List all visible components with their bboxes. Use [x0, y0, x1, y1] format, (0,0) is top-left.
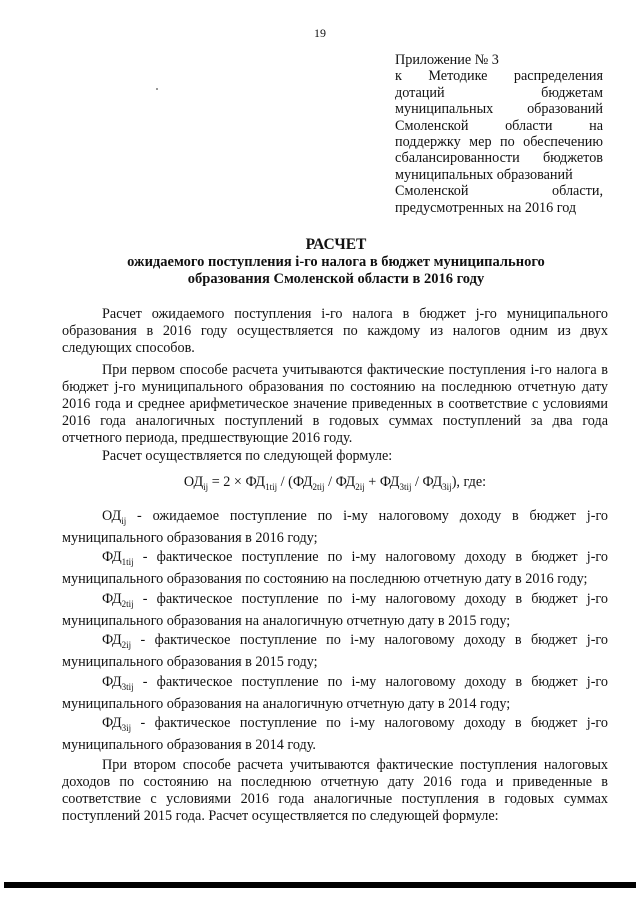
appendix-line: Смоленской области на	[395, 117, 603, 134]
document-title: РАСЧЕТ	[305, 236, 367, 253]
appendix-line: Смоленской области,	[395, 183, 603, 200]
definition-item: $ФД_{2tij}$ - фактическое поступление по i-му налоговому доходу в бюджет j-го муниципального образования на аналогичную отчетную дату в 2015 году;	[62, 590, 608, 629]
definition-item: $ФД_{3tij}$ - фактическое поступление по i-му налоговому доходу в бюджет j-го муниципального образования на аналогичную отчетную дату в 2014 году;	[62, 673, 608, 712]
paragraph: Расчет осуществляется по следующей формуле:	[102, 447, 393, 464]
scan-speck	[156, 88, 158, 90]
definition-item: $ФД_{2ij}$ - фактическое поступление по i-му налоговому доходу в бюджет j-го муниципального образования в 2015 году;	[62, 632, 608, 671]
formula: $ОД_{ij} = 2 \times ФД_{1tij} / (ФД_{2tij} / ФД_{2ij} + ФД_{3tij} / ФД_{3ij})$, где:	[183, 474, 487, 492]
definitions-list	[62, 508, 608, 828]
appendix-line: к Методике распределения	[395, 68, 603, 85]
definition-item: $ФД_{1tij}$ - фактическое поступление по i-му налоговому доходу в бюджет j-го муниципального образования по состоянию на последнюю отчетную дату в 2016 году;	[62, 549, 608, 588]
appendix-line: сбалансированности бюджетов	[395, 150, 603, 167]
appendix-line: муниципальных образований	[395, 166, 573, 183]
document-subtitle: ожидаемого поступления i-го налога в бюджет муниципального	[127, 254, 545, 270]
appendix-block	[395, 52, 603, 216]
body-text	[62, 306, 608, 465]
paragraph: При первом способе расчета учитываются фактические поступления i-го налога в бюджет j-го муниципального образования по состоянию на последнюю отчетную дату 2016 года и среднее арифметическое значение приведенных в соответствие с условиями 2016 года аналогичных поступлений в годовых суммах поступлений за два года отчетного периода, предшествующие 2016 году.	[62, 361, 608, 447]
appendix-line: дотаций бюджетам	[395, 84, 603, 101]
definition-item: $ОД_{ij}$ - ожидаемое поступление по i-му налоговому доходу в бюджет j-го муниципального образования в 2016 году;	[62, 508, 608, 547]
appendix-line: муниципальных образований	[395, 101, 603, 118]
document-subtitle: образования Смоленской области в 2016 году	[187, 271, 485, 287]
paragraph: Расчет ожидаемого поступления i-го налога в бюджет j-го муниципального образования в 2016 году осуществляется по каждому из налогов одним из двух следующих способов.	[62, 306, 608, 357]
appendix-line: Приложение № 3	[395, 52, 499, 68]
appendix-line: предусмотренных на 2016 год	[395, 199, 577, 216]
scan-bottom-bar	[4, 882, 636, 888]
appendix-line: поддержку мер по обеспечению	[395, 134, 603, 151]
definition-item: $ФД_{3ij}$ - фактическое поступление по i-му налоговому доходу в бюджет j-го муниципального образования в 2014 году.	[62, 715, 608, 754]
page-number: 19	[314, 26, 326, 40]
paragraph: При втором способе расчета учитываются фактические поступления налоговых доходов по состоянию на последнюю отчетную дату 2016 года и приведенные в соответствие с условиями 2016 года аналогичные поступления в годовых суммах поступлений 2015 года. Расчет осуществляется по следующей формуле:	[62, 756, 608, 825]
title-block	[60, 236, 612, 288]
